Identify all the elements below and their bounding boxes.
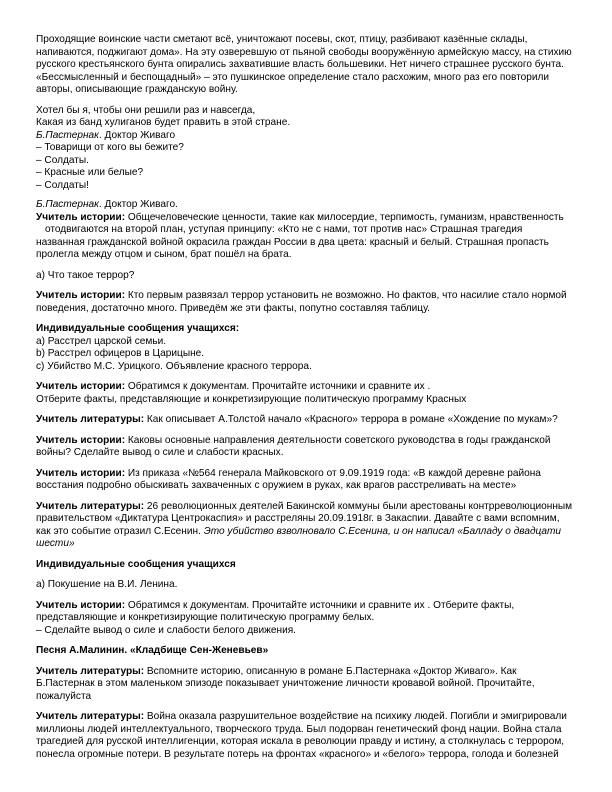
dialog-line: – Солдаты! xyxy=(36,179,89,191)
question-terror: а) Что такое террор? xyxy=(36,269,135,281)
list-item: b) Расстрел офицеров в Царицыне. xyxy=(36,348,205,359)
text-line: Проходящие воинские части сметают всё, уничтожают посевы, скот, птицу, разбивают казённые склады, xyxy=(36,34,528,45)
document-body xyxy=(36,34,581,769)
dialog-line: – Красные или белые? xyxy=(36,167,144,178)
speaker-label: Учитель литературы: xyxy=(36,665,145,677)
speaker-label: Учитель истории: xyxy=(36,467,126,479)
text-line: названная гражданской войной окрасила граждан России в два цвета: красный и белый. Страшная пропасть xyxy=(36,236,549,248)
text-line: отодвигаются на второй план, уступая принципу: «Кто не с нами, тот против нас» Страшная трагедия xyxy=(45,224,523,235)
poem-quote xyxy=(36,105,581,193)
history-teacher-block-6: Учитель истории: Обратимся к документам. Прочитайте источники и сравните их . Отберите факты, представляющие и конкретизирующие политическую программу белых. – Сделайте вывод о силе и слабости белого движения. xyxy=(36,600,581,638)
text-line: авторы, описывающие гражданскую войну. xyxy=(36,84,238,95)
text-line: Отберите факты, представляющие и конкретизирующие политическую программу Красных xyxy=(36,393,467,405)
section-heading: Индивидуальные сообщения учащихся: xyxy=(36,323,240,334)
speaker-label: Учитель литературы: xyxy=(36,711,145,722)
text-line: понесла огромные потери. В результате потерь на фронтах «красного» и «белого» террора, голода и болезней xyxy=(36,748,559,760)
literature-teacher-block-3: Учитель литературы: Вспомните историю, описанную в романе Б.Пастернака «Доктор Живаго». Как Б.Пастернак в этом маленьком эпизоде показывает уничтожение личности кровавой войной. Прочитайте, пожалуйста xyxy=(36,666,581,704)
literature-teacher-block-2: Учитель литературы: 26 революционных деятелей Бакинской коммуны были арестованы контрреволюционным правительством «Диктатура Центрокаспия» и расстреляны 20.09.1918г. в Закаспии. Давайте с вами вспомним, как это событие отразил С.Есенин. Это убийство взволновало С.Есенина, и он написал «Балладу о двадцати шести» xyxy=(36,501,581,551)
speaker-label: Учитель истории: xyxy=(36,434,126,446)
history-teacher-block-4: Учитель истории: Каковы основные направления деятельности советского руководства в годы гражданской войны? Сделайте вывод о силе и слабости красных. xyxy=(36,435,581,460)
text-line: «Бессмысленный и беспощадный» – это пушкинское определение стало расхожим, много раз его повторили xyxy=(36,71,549,83)
source-title: . Доктор Живаго. xyxy=(98,199,178,210)
source-citation xyxy=(36,130,581,143)
paragraph-intro xyxy=(36,34,581,97)
literature-teacher-block-1: Учитель литературы: Как описывает А.Толстой начало «Красного» террора в романе «Хождение по мукам»? xyxy=(36,414,558,425)
history-teacher-block-3: Учитель истории: Обратимся к документам. Прочитайте источники и сравните их . Отберите факты, представляющие и конкретизирующие политическую программу Красных xyxy=(36,381,581,406)
speaker-label: Учитель литературы: xyxy=(36,500,145,512)
history-teacher-block-5: Учитель истории: Из приказа «№564 генерала Майковского от 9.09.1919 года: «В каждой деревне района восстания подробно обыскивать захваченных с оружием в руках, как врагов расстреливать на месте» xyxy=(36,468,581,493)
poem-line: Хотел бы я, чтобы они решили раз и навсегда, xyxy=(36,104,256,116)
speaker-label: Учитель истории: xyxy=(36,381,126,392)
text-line: поведения, достаточно много. Приведём же эти факты, попутно составляя таблицу. xyxy=(36,302,430,314)
source-author: Б.Пастернак xyxy=(36,129,99,141)
item-lenin: а) Покушение на В.И. Ленина. xyxy=(36,579,178,590)
source-title: . Доктор Живаго xyxy=(98,129,176,141)
text-line: шести» xyxy=(36,538,75,549)
literature-teacher-block-4: Учитель литературы: Война оказала разрушительное воздействие на психику людей. Погибли и эмигрировали миллионы людей интеллектуального, творческого труда. Был подорван генетический фонд нации. Война стала трагедией для русской интеллигенции, которая искала в революции правду и истину, а столкнулась с террором, понесла огромные потери. В результате потерь на фронтах «красного» и «белого» террора, голода и болезней xyxy=(36,711,581,761)
text-line: Б.Пастернак в этом маленьком эпизоде показывает уничтожение личности кровавой войной. Прочитайте, xyxy=(36,678,535,689)
individual-messages-2 xyxy=(36,559,581,572)
source-citation-2 xyxy=(36,199,581,212)
dialog-line: – Солдаты. xyxy=(36,154,89,166)
text-line: войны? Сделайте вывод о силе и слабости красных. xyxy=(36,447,284,458)
speaker-label: Учитель истории: xyxy=(36,211,126,223)
history-teacher-block-2: Учитель истории: Кто первым развязал террор установить не возможно. Но фактов, что насилие стало нормой поведения, достаточно много. Приведём же эти факты, попутно составляя таблицу. xyxy=(36,290,581,315)
song-heading: Песня А.Малинин. «Кладбище Сен-Женевьев» xyxy=(36,645,269,656)
text-line: трагедией для русской интеллигенции, которая искала в революции правду и истину, а столкнулась с террором, xyxy=(36,736,565,747)
text-line: правительством «Диктатура Центрокаспия» и расстреляны 20.09.1918г. в Закаспии. Давайте с вами вспомним, xyxy=(36,513,560,524)
text-line: пожалуйста xyxy=(36,690,92,702)
history-teacher-block-1: Учитель истории: Общечеловеческие ценности, такие как милосердие, терпимость, гуманизм, нравственность отодвигаются на второй план, уступая принципу: «Кто не с нами, тот против нас» Страшная трагедия названная гражданской войной окрасила граждан России в два цвета: красный и белый. Страшная пропасть пролегла между отцом и сыном, брат пошёл на брата. xyxy=(36,212,581,262)
text-line: представляющие и конкретизирующие политическую программу белых. xyxy=(36,612,375,623)
poem-line: Какая из банд хулиганов будет править в этой стране. xyxy=(36,117,291,128)
dialog-line: – Товарищи от кого вы бежите? xyxy=(36,142,184,153)
speaker-label: Учитель истории: xyxy=(36,290,126,301)
text-line: пролегла между отцом и сыном, брат пошёл на брата. xyxy=(36,249,292,260)
text-line: напиваются, поджигают дома». На эту озверевшую от пьяной свободы вооружённую армейскую массу, на стихию xyxy=(36,46,572,58)
section-heading: Индивидуальные сообщения учащихся xyxy=(36,558,236,570)
list-item: a) Расстрел царской семьи. xyxy=(36,335,167,347)
speaker-label: Учитель истории: xyxy=(36,599,126,611)
text-line: – Сделайте вывод о силе и слабости белого движения. xyxy=(36,624,296,636)
speaker-label: Учитель литературы: xyxy=(36,414,145,425)
individual-messages-1 xyxy=(36,323,581,373)
source-author: Б.Пастернак xyxy=(36,199,99,210)
text-line: миллионы людей интеллектуального, творческого труда. Был подорван генетический фонд нации. Война стала xyxy=(36,723,562,735)
list-item: c) Убийство М.С. Урицкого. Объявление красного террора. xyxy=(36,360,312,372)
text-line: восстания подробно обыскивать захваченных с оружием в руках, как врагов расстреливать на месте» xyxy=(36,480,517,491)
text-line: русского крестьянского бунта опирались захватившие власть большевики. Нет ничего страшнее русского бунта. xyxy=(36,59,564,70)
